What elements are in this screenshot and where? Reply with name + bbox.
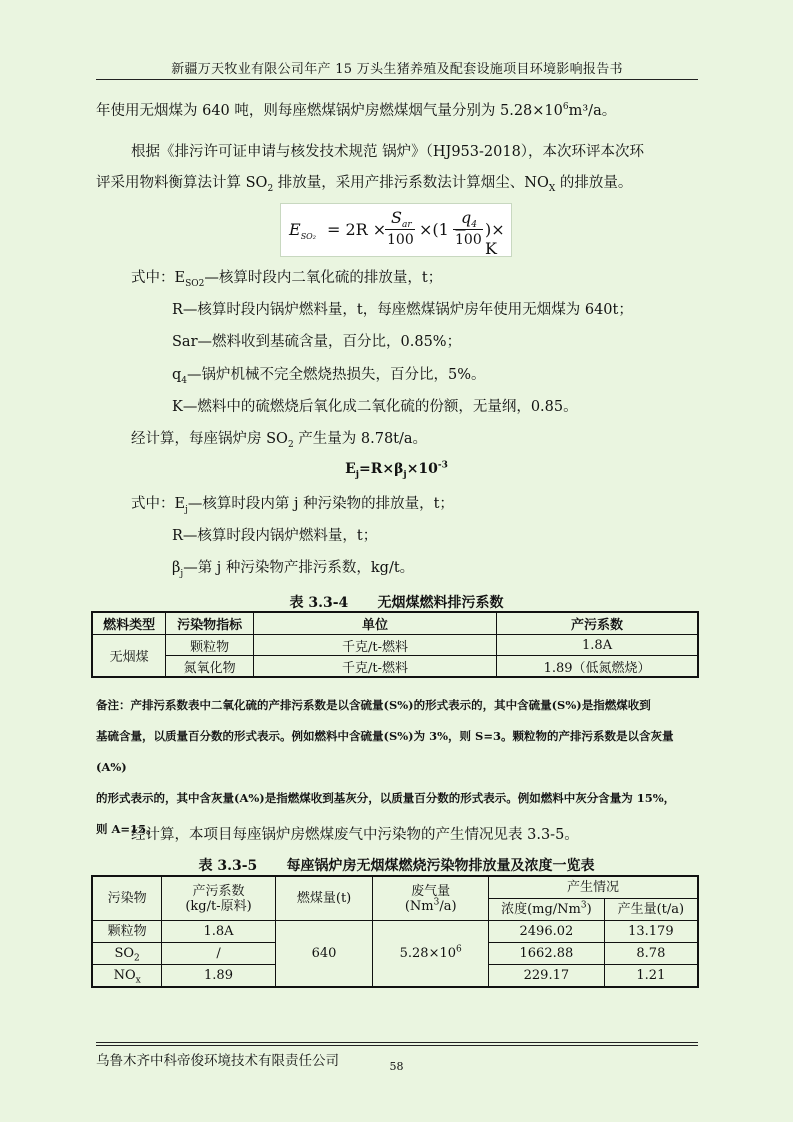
table-header-cell: 污染物指标 (166, 612, 254, 635)
result-so2: 经计算，每座锅炉房 $SO_2$ 产生量为 8.78t/a。 (131, 431, 428, 450)
note-line: 则 A=15。 (96, 822, 158, 836)
header-rule (96, 79, 698, 80)
concentration-cell: 1662.88 (489, 943, 605, 965)
paragraph-method-line2: 评采用物料衡算法计算 $SO_2$ 排放量，采用产排污系数法计算烟尘、$NO_X$ 的排放量。 (96, 175, 633, 194)
table-row (92, 921, 698, 943)
concentration-cell: 2496.02 (489, 921, 605, 943)
emission-factor-table (91, 611, 699, 678)
table-row (92, 635, 698, 656)
def-ej: 式中：$E_j—$核算时段内第 j 种污染物的排放量，t； (131, 496, 454, 515)
header-pollutant: 污染物 (92, 876, 162, 921)
table-header-row (92, 612, 698, 635)
table-cell: 氮氧化物 (166, 656, 254, 678)
table-cell: 1.89（低氮燃烧） (497, 656, 698, 678)
def-r2: R—核算时段内锅炉燃料量，t； (172, 528, 378, 544)
page-header: 新疆万天牧业有限公司年产 15 万头生猪养殖及配套设施项目环境影响报告书 (171, 62, 623, 77)
amount-cell: 1.21 (604, 965, 698, 988)
paragraph-flue-gas: 年使用无烟煤为 640 吨，则每座燃煤锅炉房燃煤烟气量分别为 $5.28\times 10^6m^3/a$。 (96, 102, 617, 119)
table-cell: 颗粒物 (166, 635, 254, 656)
header-coal: 燃煤量(t) (275, 876, 373, 921)
amount-cell: 8.78 (604, 943, 698, 965)
table-cell: 千克/t-燃料 (253, 656, 496, 678)
pollutant-name: $SO_2$ (92, 943, 162, 965)
coefficient-cell: 1.89 (162, 965, 276, 988)
paragraph-method-line1: 根据《排污许可证申请与核发技术规范 锅炉》（HJ953-2018），本次环评本次环 (131, 144, 645, 160)
so2-formula: $E_{SO_2}$ = 2R × $S_{ar}$ 100 ×(1 − $q_4$ 100 )× K (280, 203, 512, 257)
footer-rule (96, 1042, 698, 1043)
table2-caption: 表 3.3-5 每座锅炉房无烟煤燃烧污染物排放量及浓度一览表 (198, 858, 595, 874)
table-cell: 1.8A (497, 635, 698, 656)
coal-amount-cell: 640 (275, 921, 373, 988)
header-concentration: 浓度(mg/Nm$^3$) (489, 899, 605, 921)
table1-caption: 表 3.3-4 无烟煤燃料排污系数 (289, 595, 504, 611)
pollutant-name: $NO_x$ (92, 965, 162, 988)
header-gas: 废气量 (Nm$^3$/a) (373, 876, 489, 921)
emission-formula: $E_j=R\times\beta_j\times 10^{-3}$ (345, 460, 448, 480)
concentration-cell: 229.17 (489, 965, 605, 988)
def-r: R—核算时段内锅炉燃料量，t，每座燃煤锅炉房年使用无烟煤为 640t； (172, 302, 633, 318)
table-note (96, 690, 696, 845)
fuel-type-cell: 无烟煤 (92, 635, 166, 678)
note-line: 的形式表示的，其中含灰量(A%)是指燃煤收到基灰分，以质量百分数的形式表示。例如燃料中灰分含量为 15%， (96, 791, 676, 805)
header-production: 产生情况 (489, 876, 698, 899)
header-amount: 产生量(t/a) (604, 899, 698, 921)
coefficient-cell: / (162, 943, 276, 965)
def-q4: $q_4—$锅炉机械不完全燃烧热损失，百分比，5%。 (172, 367, 486, 386)
paragraph-summary: 经计算，本项目每座锅炉房燃煤废气中污染物的产生情况见表 3.3-5。 (131, 827, 579, 843)
footer-company: 乌鲁木齐中科帝俊环境技术有限责任公司 (96, 1053, 339, 1069)
table-cell: 千克/t-燃料 (253, 635, 496, 656)
pollutant-emission-table (91, 875, 699, 988)
table-header-cell: 单位 (253, 612, 496, 635)
def-beta: $\beta_j—$第 j 种污染物产排污系数，kg/t。 (172, 560, 415, 579)
table-header-cell: 产污系数 (497, 612, 698, 635)
amount-cell: 13.179 (604, 921, 698, 943)
table-row (92, 656, 698, 678)
table-header-cell: 燃料类型 (92, 612, 166, 635)
note-line: 备注：产排污系数表中二氧化硫的产排污系数是以含硫量(S%)的形式表示的，其中含硫量(S%)是指燃煤收到 (96, 698, 651, 712)
coefficient-cell: 1.8A (162, 921, 276, 943)
page-number: 58 (389, 1060, 404, 1073)
def-eso2: 式中：$E_{SO2}—$核算时段内二氧化硫的排放量，t； (131, 270, 443, 289)
def-k: K—燃料中的硫燃烧后氧化成二氧化硫的份额，无量纲，0.85。 (172, 399, 578, 415)
note-line: 基硫含量，以质量百分数的形式表示。例如燃料中含硫量(S%)为 3%，则 S=3。颗粒物的产排污系数是以含灰量(A%) (96, 729, 674, 774)
def-sar: Sar—燃料收到基硫含量，百分比，0.85%； (172, 334, 462, 350)
gas-volume-cell: $5.28\times 10^6$ (373, 921, 489, 988)
table-header-row (92, 876, 698, 899)
footer-rule-thin (96, 1045, 698, 1046)
pollutant-name: 颗粒物 (92, 921, 162, 943)
header-coefficient: 产污系数 (kg/t-原料) (162, 876, 276, 921)
